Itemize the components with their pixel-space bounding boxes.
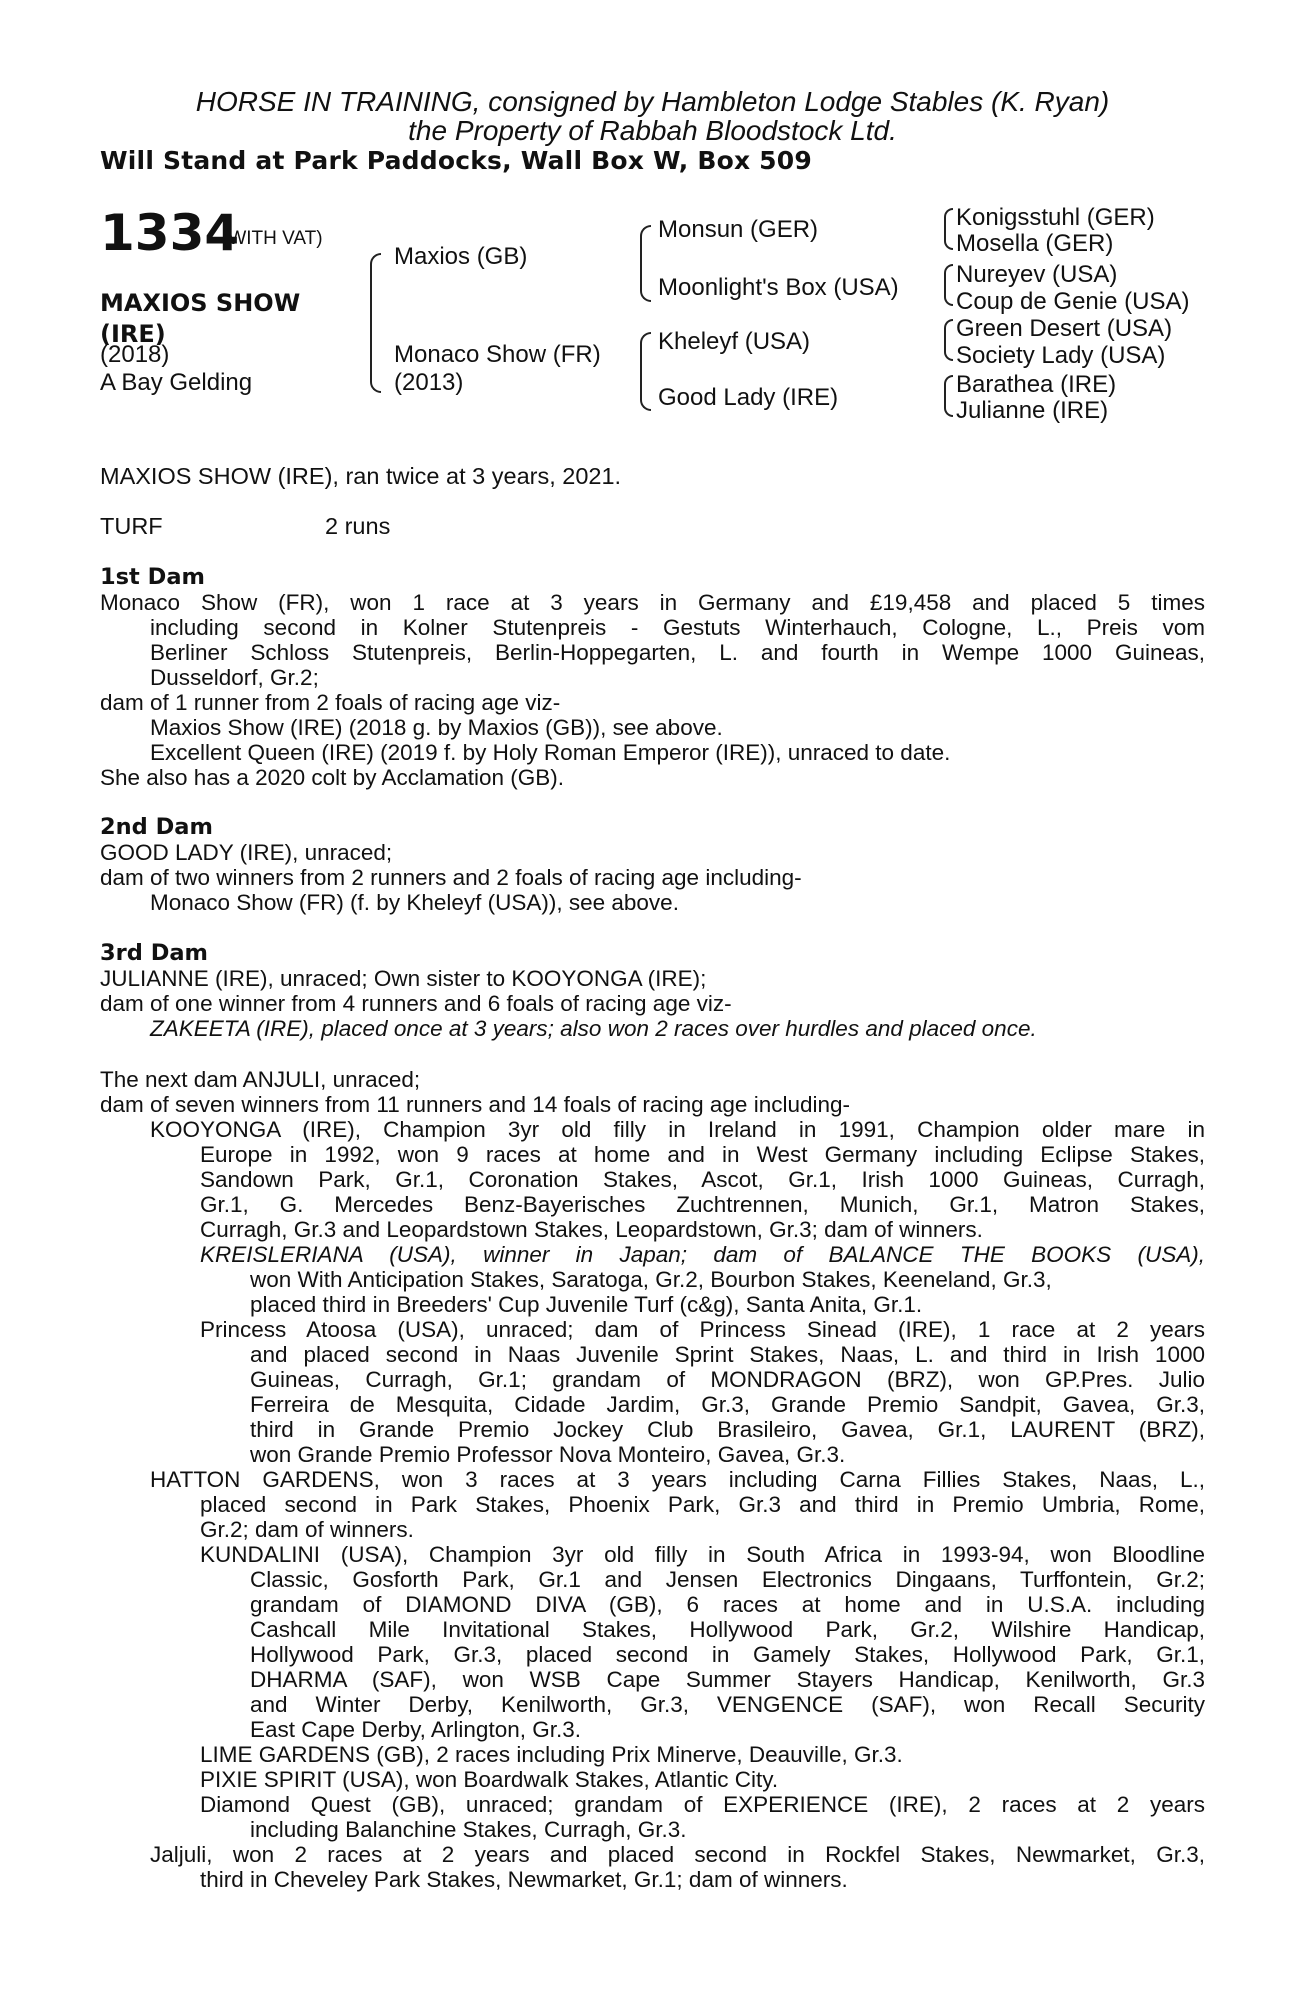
nextdam-line: Gr.1, G. Mercedes Benz-Bayerisches Zuchtrennen, Munich, Gr.1, Matron Stakes, xyxy=(200,1192,1205,1217)
pedigree-g2: Mosella (GER) xyxy=(956,230,1114,257)
pedigree-brace-sire xyxy=(640,225,651,302)
horse-year: (2018) xyxy=(100,341,170,368)
dam1-produce-note: She also has a 2020 colt by Acclamation (GB). xyxy=(100,765,564,790)
nextdam-line: grandam of DIAMOND DIVA (GB), 6 races at home and in U.S.A. including xyxy=(250,1592,1205,1617)
pedigree-brace-g4 xyxy=(944,375,953,417)
race-record-summary: MAXIOS SHOW (IRE), ran twice at 3 years, 2021. xyxy=(100,463,622,489)
nextdam-line: dam of seven winners from 11 runners and 14 foals of racing age including- xyxy=(100,1092,851,1117)
pedigree-brace-g3 xyxy=(944,319,953,361)
pedigree-g8: Julianne (IRE) xyxy=(956,397,1109,424)
stand-location: Will Stand at Park Paddocks, Wall Box W, Box 509 xyxy=(100,146,812,175)
pedigree-brace-main xyxy=(370,253,381,393)
pedigree-g4: Coup de Genie (USA) xyxy=(956,288,1190,315)
pedigree-brace-g2 xyxy=(944,264,953,306)
dam1-produce-item: Maxios Show (IRE) (2018 g. by Maxios (GB)), see above. xyxy=(150,715,723,740)
nextdam-line: and Winter Derby, Kenilworth, Gr.3, VENGENCE (SAF), won Recall Security xyxy=(250,1692,1205,1717)
nextdam-line: placed third in Breeders' Cup Juvenile Turf (c&g), Santa Anita, Gr.1. xyxy=(250,1292,923,1317)
nextdam-line: HATTON GARDENS, won 3 races at 3 years including Carna Fillies Stakes, Naas, L., xyxy=(150,1467,1205,1492)
nextdam-line: PIXIE SPIRIT (USA), won Boardwalk Stakes, Atlantic City. xyxy=(200,1767,779,1792)
nextdam-line: including Balanchine Stakes, Curragh, Gr.3. xyxy=(250,1817,687,1842)
dam1-produce-item: Excellent Queen (IRE) (2019 f. by Holy Roman Emperor (IRE)), unraced to date. xyxy=(150,740,951,765)
nextdam-line: won With Anticipation Stakes, Saratoga, Gr.2, Bourbon Stakes, Keeneland, Gr.3, xyxy=(250,1267,1052,1292)
nextdam-line: East Cape Derby, Arlington, Gr.3. xyxy=(250,1717,581,1742)
nextdam-line: and placed second in Naas Juvenile Sprint Stakes, Naas, L. and third in Irish 1000 xyxy=(250,1342,1205,1367)
header-property-line: the Property of Rabbah Bloodstock Ltd. xyxy=(408,115,897,146)
dam1-line: including second in Kolner Stutenpreis - Gestuts Winterhauch, Cologne, L., Preis vom xyxy=(150,615,1205,640)
nextdam-line: Hollywood Park, Gr.3, placed second in Gamely Stakes, Hollywood Park, Gr.1, xyxy=(250,1642,1205,1667)
dam2-produce-item: Monaco Show (FR) (f. by Kheleyf (USA)), see above. xyxy=(150,890,679,915)
dam3-produce-item: ZAKEETA (IRE), placed once at 3 years; also won 2 races over hurdles and placed once. xyxy=(150,1016,1037,1041)
dam1-line: Berliner Schloss Stutenpreis, Berlin-Hoppegarten, L. and fourth in Wempe 1000 Guineas, xyxy=(150,640,1205,665)
nextdam-line: DHARMA (SAF), won WSB Cape Summer Stayers Handicap, Kenilworth, Gr.3 xyxy=(250,1667,1205,1692)
horse-description: A Bay Gelding xyxy=(100,369,253,396)
dam3-heading: 3rd Dam xyxy=(100,940,208,966)
pedigree-g6: Society Lady (USA) xyxy=(956,342,1166,369)
pedigree-brace-dam xyxy=(640,332,651,411)
pedigree-brace-g1 xyxy=(944,208,953,250)
nextdam-line: Classic, Gosforth Park, Gr.1 and Jensen Electronics Dingaans, Turffontein, Gr.2; xyxy=(250,1567,1205,1592)
dam1-heading: 1st Dam xyxy=(100,564,205,590)
pedigree-g1: Konigsstuhl (GER) xyxy=(956,204,1155,231)
lot-number: 1334 xyxy=(100,204,240,262)
nextdam-line: Jaljuli, won 2 races at 2 years and placed second in Rockfel Stakes, Newmarket, Gr.3, xyxy=(150,1842,1205,1867)
nextdam-line: Curragh, Gr.3 and Leopardstown Stakes, Leopardstown, Gr.3; dam of winners. xyxy=(200,1217,983,1242)
pedigree-g7: Barathea (IRE) xyxy=(956,371,1117,398)
vat-note: (WITH VAT) xyxy=(222,228,323,249)
pedigree-sire: Maxios (GB) xyxy=(394,243,528,270)
horse-name-line1: MAXIOS SHOW xyxy=(100,289,301,317)
nextdam-line: Ferreira de Mesquita, Cidade Jardim, Gr.3, Grande Premio Sandpit, Gavea, Gr.3, xyxy=(250,1392,1205,1417)
nextdam-line: placed second in Park Stakes, Phoenix Park, Gr.3 and third in Premio Umbria, Rome, xyxy=(200,1492,1205,1517)
nextdam-line: KOOYONGA (IRE), Champion 3yr old filly in Ireland in 1991, Champion older mare in xyxy=(150,1117,1205,1142)
pedigree-dam: Monaco Show (FR) xyxy=(394,341,601,368)
header-consignor-line: HORSE IN TRAINING, consigned by Hambleton Lodge Stables (K. Ryan) xyxy=(195,86,1110,117)
horse-name-line2: (IRE) xyxy=(100,320,166,348)
dam2-heading: 2nd Dam xyxy=(100,814,213,840)
nextdam-line: Sandown Park, Gr.1, Coronation Stakes, Ascot, Gr.1, Irish 1000 Guineas, Curragh, xyxy=(200,1167,1205,1192)
pedigree-sire-dam: Moonlight's Box (USA) xyxy=(658,274,899,301)
nextdam-line: Europe in 1992, won 9 races at home and in West Germany including Eclipse Stakes, xyxy=(200,1142,1205,1167)
pedigree-dam-dam: Good Lady (IRE) xyxy=(658,384,839,411)
nextdam-line: Gr.2; dam of winners. xyxy=(200,1517,414,1542)
dam3-line: JULIANNE (IRE), unraced; Own sister to KOOYONGA (IRE); xyxy=(100,966,707,991)
dam1-produce-intro: dam of 1 runner from 2 foals of racing age viz- xyxy=(100,690,561,715)
nextdam-line: KUNDALINI (USA), Champion 3yr old filly in South Africa in 1993-94, won Bloodline xyxy=(200,1542,1205,1567)
nextdam-line: The next dam ANJULI, unraced; xyxy=(100,1067,421,1092)
dam3-line: dam of one winner from 4 runners and 6 foals of racing age viz- xyxy=(100,991,732,1016)
nextdam-line: Princess Atoosa (USA), unraced; dam of Princess Sinead (IRE), 1 race at 2 years xyxy=(200,1317,1205,1342)
nextdam-line: Cashcall Mile Invitational Stakes, Hollywood Park, Gr.2, Wilshire Handicap, xyxy=(250,1617,1205,1642)
nextdam-line: third in Grande Premio Jockey Club Brasileiro, Gavea, Gr.1, LAURENT (BRZ), xyxy=(250,1417,1205,1442)
nextdam-line: KREISLERIANA (USA), winner in Japan; dam of BALANCE THE BOOKS (USA), xyxy=(200,1242,1205,1267)
dam1-line: Monaco Show (FR), won 1 race at 3 years in Germany and £19,458 and placed 5 times xyxy=(100,590,1205,615)
nextdam-line: Diamond Quest (GB), unraced; grandam of EXPERIENCE (IRE), 2 races at 2 years xyxy=(200,1792,1205,1817)
race-record-runs: 2 runs xyxy=(325,513,391,539)
race-record-surface: TURF xyxy=(100,513,163,539)
pedigree-g3: Nureyev (USA) xyxy=(956,261,1118,288)
dam2-line: dam of two winners from 2 runners and 2 foals of racing age including- xyxy=(100,865,802,890)
dam2-line: GOOD LADY (IRE), unraced; xyxy=(100,840,393,865)
pedigree-sire-sire: Monsun (GER) xyxy=(658,216,819,243)
pedigree-dam-year: (2013) xyxy=(394,369,464,396)
nextdam-line: third in Cheveley Park Stakes, Newmarket, Gr.1; dam of winners. xyxy=(200,1867,848,1892)
nextdam-line: Guineas, Curragh, Gr.1; grandam of MONDRAGON (BRZ), won GP.Pres. Julio xyxy=(250,1367,1205,1392)
pedigree-dam-sire: Kheleyf (USA) xyxy=(658,328,811,355)
pedigree-g5: Green Desert (USA) xyxy=(956,315,1173,342)
dam1-line: Dusseldorf, Gr.2; xyxy=(150,665,319,690)
nextdam-line: won Grande Premio Professor Nova Monteiro, Gavea, Gr.3. xyxy=(250,1442,846,1467)
nextdam-line: LIME GARDENS (GB), 2 races including Prix Minerve, Deauville, Gr.3. xyxy=(200,1742,903,1767)
